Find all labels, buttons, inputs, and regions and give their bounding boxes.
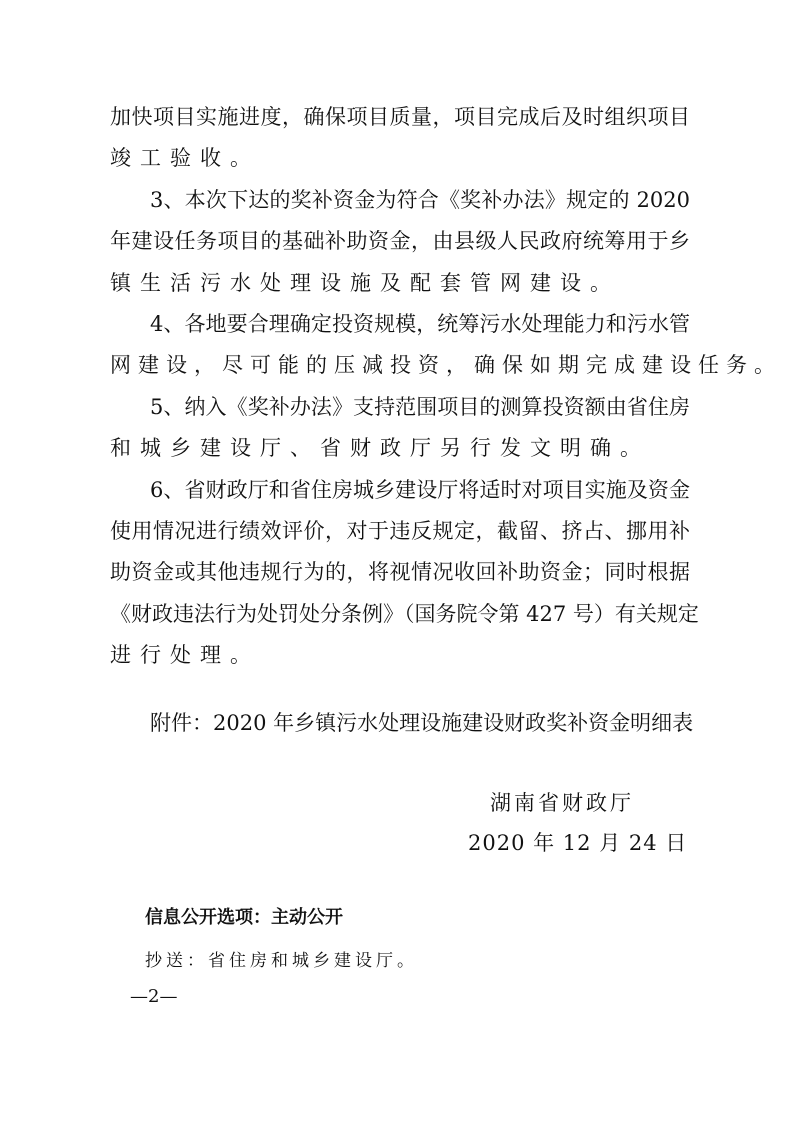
body-line: 进行处理。 — [110, 643, 260, 667]
attachment-line: 附件：2020 年乡镇污水处理设施建设财政奖补资金明细表 — [150, 711, 694, 735]
body-line: 竣工验收。 — [110, 146, 260, 170]
body-line: 使用情况进行绩效评价，对于违反规定，截留、挤占、挪用补 — [110, 519, 690, 543]
body-line: 助资金或其他违规行为的，将视情况收回补助资金；同时根据 — [110, 560, 690, 584]
body-line: 和城乡建设厅、省财政厅另行发文明确。 — [110, 436, 650, 460]
issue-date: 2020 年 12 月 24 日 — [468, 831, 688, 855]
body-line: 网建设，尽可能的压减投资，确保如期完成建设任务。 — [110, 353, 782, 377]
body-line: 6、省财政厅和省住房城乡建设厅将适时对项目实施及资金 — [150, 478, 690, 502]
body-line: 镇生活污水处理设施及配套管网建设。 — [110, 271, 620, 295]
disclosure-option: 信息公开选项：主动公开 — [145, 907, 343, 928]
body-line: 4、各地要合理确定投资规模，统筹污水处理能力和污水管 — [150, 312, 690, 336]
body-line: 加快项目实施进度，确保项目质量，项目完成后及时组织项目 — [110, 105, 690, 129]
cc-line: 抄送：省住房和城乡建设厅。 — [145, 951, 418, 971]
body-line: 3、本次下达的奖补资金为符合《奖补办法》规定的 2020 — [150, 188, 690, 212]
page-number: —2— — [130, 986, 178, 1007]
body-line: 年建设任务项目的基础补助资金，由县级人民政府统筹用于乡 — [110, 229, 690, 253]
issuer-signature: 湖南省财政厅 — [490, 791, 634, 815]
body-line: 《财政违法行为处罚处分条例》（国务院令第 427 号）有关规定 — [110, 602, 699, 626]
body-line: 5、纳入《奖补办法》支持范围项目的测算投资额由省住房 — [150, 395, 690, 419]
